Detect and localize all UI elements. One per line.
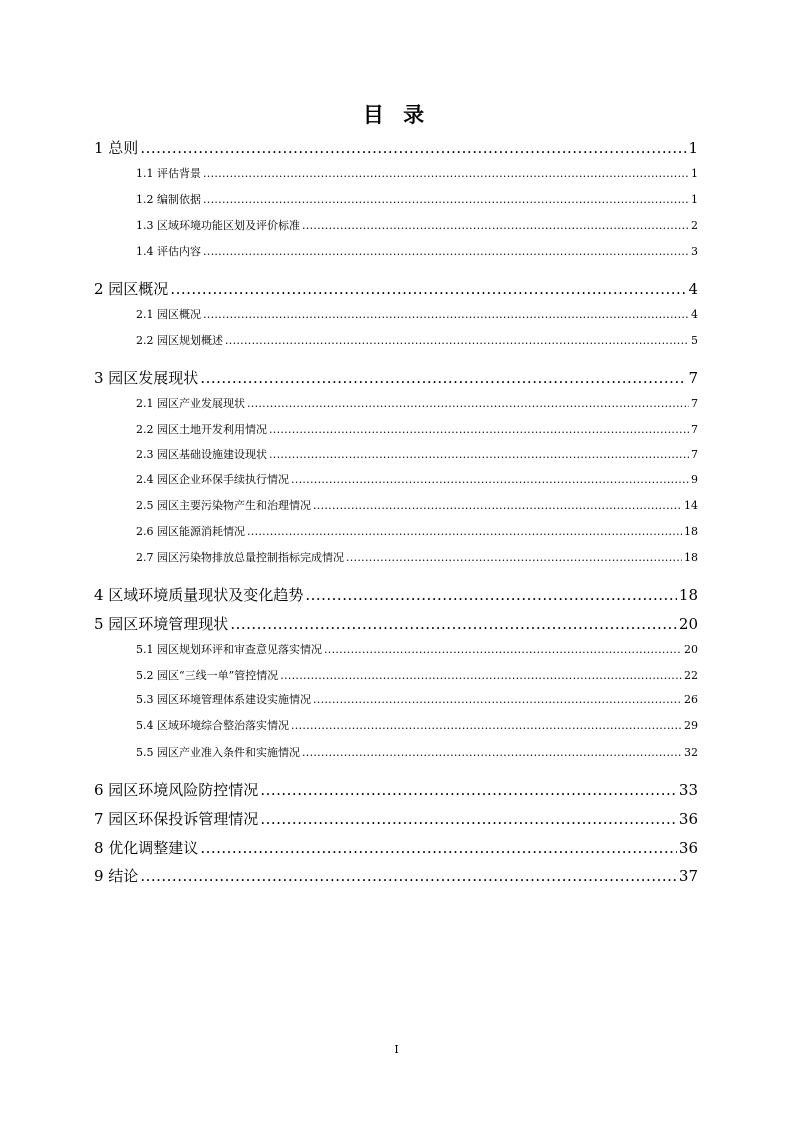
toc-entry-page: 7 — [691, 448, 698, 461]
toc-dot-leader — [170, 279, 686, 299]
toc-entry[interactable] — [136, 718, 698, 734]
toc-entry-page: 36 — [678, 839, 698, 857]
toc-entry-page: 3 — [691, 245, 698, 258]
toc-entry[interactable] — [136, 333, 698, 349]
toc-entry[interactable] — [136, 307, 698, 323]
toc-entry-page: 33 — [678, 781, 698, 799]
toc-dot-leader — [203, 307, 689, 323]
toc-entry-page: 2 — [691, 219, 698, 232]
toc-entry[interactable] — [136, 550, 698, 566]
toc-entry[interactable] — [136, 642, 698, 658]
toc-dot-leader — [200, 368, 686, 388]
toc-entry-page: 1 — [691, 193, 698, 206]
toc-dot-leader — [324, 642, 682, 658]
toc-entry-label: 5.3 园区环境管理体系建设实施情况 — [136, 693, 311, 706]
toc-dot-leader — [247, 396, 689, 412]
toc-dot-leader — [291, 472, 689, 488]
toc-entry[interactable] — [94, 368, 698, 388]
toc-entry[interactable] — [136, 447, 698, 463]
toc-entry[interactable] — [136, 192, 698, 208]
toc-entry-page: 7 — [691, 397, 698, 410]
toc-entry-page: 9 — [691, 473, 698, 486]
toc-dot-leader — [302, 218, 689, 234]
toc-dot-leader — [313, 498, 682, 514]
toc-entry[interactable] — [136, 472, 698, 488]
toc-entry-label: 4 区域环境质量现状及变化趋势 — [94, 586, 304, 604]
toc-entry-label: 8 优化调整建议 — [94, 839, 199, 857]
toc-entry-label: 5.5 园区产业准入条件和实施情况 — [136, 746, 300, 759]
toc-entry-label: 2.2 园区规划概述 — [136, 334, 223, 347]
toc-dot-leader — [280, 668, 682, 684]
toc-entry-label: 2.4 园区企业环保手续执行情况 — [136, 473, 289, 486]
toc-entry-label: 6 园区环境风险防控情况 — [94, 781, 259, 799]
toc-dot-leader — [247, 524, 682, 540]
toc-entry-page: 7 — [691, 423, 698, 436]
toc-entry-page: 14 — [684, 499, 698, 512]
toc-entry-label: 2.3 园区基础设施建设现状 — [136, 448, 267, 461]
toc-entry-page: 4 — [691, 308, 698, 321]
toc-dot-leader — [203, 166, 689, 182]
toc-entry-page: 1 — [691, 167, 698, 180]
toc-entry-label: 5.1 园区规划环评和审查意见落实情况 — [136, 643, 322, 656]
toc-entry[interactable] — [94, 809, 698, 829]
toc-entry[interactable] — [136, 668, 698, 684]
toc-entry-label: 5.2 园区“三线一单”管控情况 — [136, 669, 279, 682]
toc-entry-page: 18 — [684, 551, 698, 564]
toc-entry[interactable] — [136, 745, 698, 761]
toc-entry-page: 36 — [678, 810, 698, 828]
toc-entry[interactable] — [94, 585, 698, 605]
toc-entry[interactable] — [94, 866, 698, 886]
toc-entry-page: 20 — [678, 615, 698, 633]
toc-entry[interactable] — [136, 166, 698, 182]
page-title: 目 录 — [362, 102, 431, 127]
toc-entry-label: 2.1 园区产业发展现状 — [136, 397, 245, 410]
toc-entry-label: 7 园区环保投诉管理情况 — [94, 810, 259, 828]
toc-entry[interactable] — [136, 244, 698, 260]
toc-entry[interactable] — [94, 780, 698, 800]
toc-entry[interactable] — [136, 218, 698, 234]
toc-dot-leader — [260, 809, 677, 829]
toc-entry[interactable] — [136, 422, 698, 438]
toc-entry-label: 1.1 评估背景 — [136, 167, 201, 180]
toc-dot-leader — [302, 745, 682, 761]
toc-entry-page: 20 — [684, 643, 698, 656]
toc-entry-page: 1 — [688, 139, 698, 157]
toc-entry[interactable] — [94, 838, 698, 858]
toc-dot-leader — [225, 333, 689, 349]
toc-entry-page: 5 — [691, 334, 698, 347]
toc-entry-label: 1 总则 — [94, 139, 139, 157]
toc-dot-leader — [200, 838, 677, 858]
toc-entry[interactable] — [136, 524, 698, 540]
toc-dot-leader — [269, 422, 689, 438]
toc-dot-leader — [269, 447, 689, 463]
toc-entry-label: 2.1 园区概况 — [136, 308, 201, 321]
toc-dot-leader — [291, 718, 682, 734]
toc-entry-label: 3 园区发展现状 — [94, 369, 199, 387]
toc-entry-page: 29 — [684, 719, 698, 732]
toc-entry-label: 2 园区概况 — [94, 280, 169, 298]
toc-entry[interactable] — [94, 614, 698, 634]
toc-entry-page: 22 — [684, 669, 698, 682]
toc-entry-label: 2.6 园区能源消耗情况 — [136, 525, 245, 538]
toc-entry[interactable] — [94, 138, 698, 158]
toc-entry-label: 1.2 编制依据 — [136, 193, 201, 206]
toc-entry-label: 2.7 园区污染物排放总量控制指标完成情况 — [136, 551, 344, 564]
toc-dot-leader — [203, 244, 689, 260]
toc-entry-page: 32 — [684, 746, 698, 759]
toc-entry-page: 4 — [688, 280, 698, 298]
toc-entry-page: 18 — [678, 586, 698, 604]
toc-entry-label: 5 园区环境管理现状 — [94, 615, 229, 633]
toc-entry[interactable] — [94, 279, 698, 299]
toc-entry-label: 2.2 园区土地开发利用情况 — [136, 423, 267, 436]
toc-dot-leader — [346, 550, 682, 566]
toc-entry-page: 7 — [688, 369, 698, 387]
toc-entry-label: 5.4 区域环境综合整治落实情况 — [136, 719, 289, 732]
toc-entry-label: 9 结论 — [94, 867, 139, 885]
toc-entry[interactable] — [136, 396, 698, 412]
toc-entry-page: 37 — [678, 867, 698, 885]
toc-entry-label: 2.5 园区主要污染物产生和治理情况 — [136, 499, 311, 512]
toc-entry-label: 1.4 评估内容 — [136, 245, 201, 258]
toc-dot-leader — [260, 780, 677, 800]
toc-entry-page: 18 — [684, 525, 698, 538]
toc-dot-leader — [203, 192, 689, 208]
footer-page-number: I — [394, 1043, 399, 1056]
toc-dot-leader — [230, 614, 677, 634]
toc-dot-leader — [140, 138, 686, 158]
toc-dot-leader — [140, 866, 677, 886]
toc-entry-page: 26 — [684, 693, 698, 706]
toc-entry[interactable] — [136, 692, 698, 708]
toc-dot-leader — [305, 585, 677, 605]
toc-entry-label: 1.3 区域环境功能区划及评价标准 — [136, 219, 300, 232]
toc-entry[interactable] — [136, 498, 698, 514]
toc-dot-leader — [313, 692, 682, 708]
